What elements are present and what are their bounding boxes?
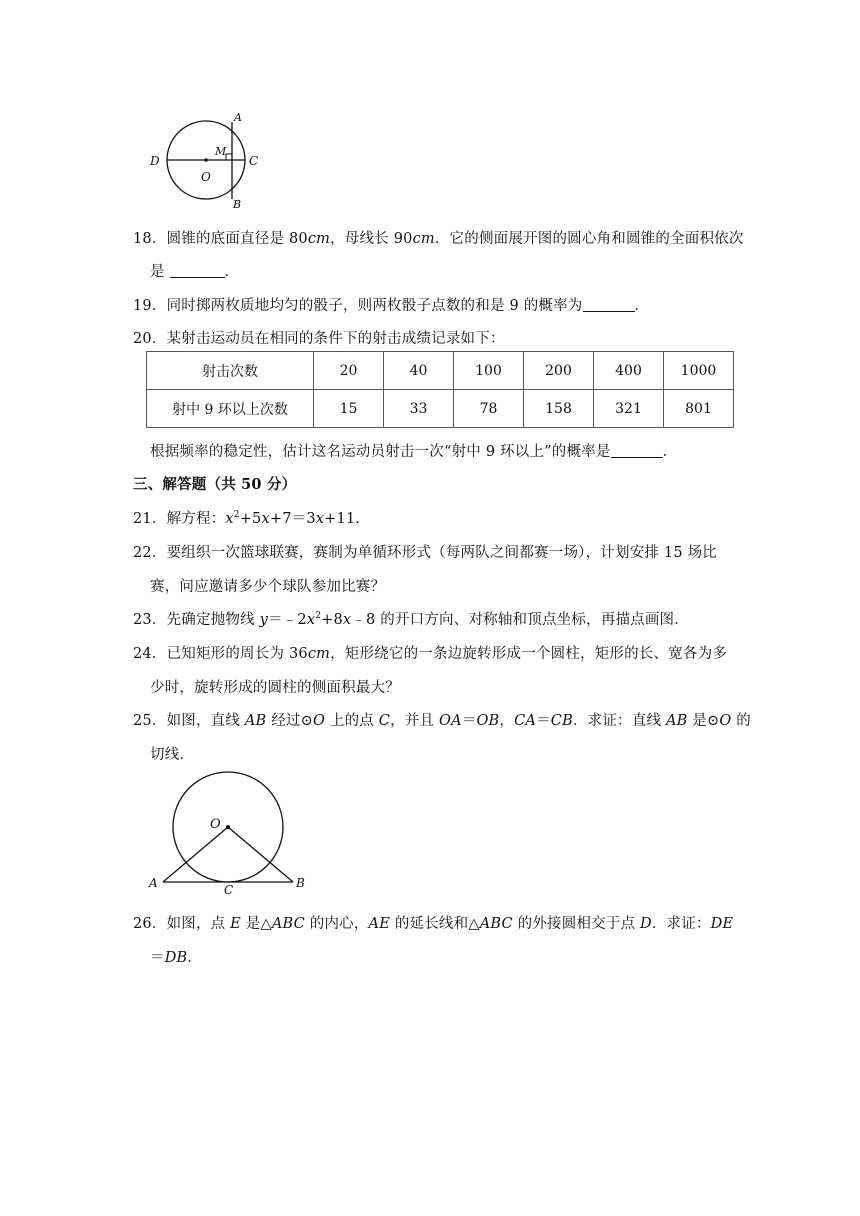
- question-26-line1: 26．如图，点 E 是△ABC 的内心，AE 的延长线和△ABC 的外接圆相交于点 D．求证：DE: [133, 916, 734, 932]
- table-cell: 40: [384, 352, 454, 390]
- question-25-line1: 25．如图，直线 AB 经过⊙O 上的点 C，并且 OA＝OB，CA＝CB．求证：直线 AB 是⊙O 的: [133, 713, 751, 729]
- figure-circle-chord: [145, 108, 275, 210]
- figure-tangent-line: [143, 765, 313, 895]
- question-number: 19．: [133, 298, 167, 314]
- question-20: 20．某射击运动员在相同的条件下的射击成绩记录如下：: [133, 331, 505, 347]
- question-24-line1: 24．已知矩形的周长为 36cm，矩形绕它的一条边旋转形成一个圆柱，矩形的长、宽各为多: [133, 646, 728, 662]
- answer-blank[interactable]: [170, 263, 225, 278]
- right-angle-mark: [226, 154, 232, 160]
- label-a: A: [149, 876, 158, 890]
- table-cell: 200: [524, 352, 594, 390]
- table-row: [147, 390, 734, 428]
- question-number: 22．: [133, 545, 167, 561]
- question-number: 25．: [133, 713, 167, 729]
- label-d: D: [150, 154, 160, 168]
- question-number: 26．: [133, 916, 167, 932]
- center-dot: [226, 825, 230, 829]
- shooting-record-table: [146, 351, 734, 428]
- question-23: 23．先确定抛物线 $y=﹣2x^2+8x﹣8$ 的开口方向、对称轴和顶点坐标，再描点画图．: [133, 611, 689, 628]
- table-cell: 78: [454, 390, 524, 428]
- question-24-line2: 少时，旋转形成的圆柱的侧面积最大？: [150, 680, 400, 696]
- answer-blank[interactable]: [611, 443, 663, 458]
- row-header: 射击次数: [147, 352, 314, 390]
- question-22-line1: 22．要组织一次篮球联赛，赛制为单循环形式（每两队之间都赛一场），计划安排 15 场比: [133, 545, 717, 561]
- segment-oa: [163, 827, 228, 882]
- table-cell: 20: [314, 352, 384, 390]
- question-number: 24．: [133, 646, 167, 662]
- table-cell: 158: [524, 390, 594, 428]
- question-18-line2: 是 ．: [150, 264, 240, 280]
- question-25-line2: 切线．: [150, 747, 195, 763]
- question-number: 20．: [133, 331, 167, 347]
- question-number: 18．: [133, 231, 167, 247]
- label-b: B: [233, 198, 242, 210]
- table-row: [147, 352, 734, 390]
- question-20-after: 根据频率的稳定性，估计这名运动员射击一次“射中 9 环以上”的概率是 ．: [150, 444, 678, 460]
- table-cell: 100: [454, 352, 524, 390]
- answer-blank[interactable]: [583, 297, 635, 312]
- question-19: 19．同时掷两枚质地均匀的骰子，则两枚骰子点数的和是 9 的概率为 ．: [133, 298, 650, 314]
- question-22-line2: 赛，问应邀请多少个球队参加比赛？: [150, 579, 386, 595]
- row-header: 射中 9 环以上次数: [147, 390, 314, 428]
- label-c: C: [249, 154, 259, 168]
- label-m: M: [215, 145, 227, 158]
- question-26-line2: ＝DB．: [150, 950, 203, 966]
- label-b: B: [296, 876, 305, 890]
- label-o: O: [210, 817, 221, 832]
- label-a: A: [234, 111, 242, 124]
- question-21: 21．解方程：$x^2+5x+7=3x+11$．: [133, 510, 371, 527]
- section-title: 三、解答题（共 50 分）: [133, 476, 297, 493]
- center-dot: [204, 158, 208, 162]
- table-cell: 33: [384, 390, 454, 428]
- table-cell: 1000: [664, 352, 734, 390]
- question-number: 21．: [133, 511, 167, 527]
- segment-ob: [228, 827, 293, 882]
- table-cell: 15: [314, 390, 384, 428]
- table-cell: 801: [664, 390, 734, 428]
- label-c: C: [224, 883, 234, 895]
- question-18-line1: 18．圆锥的底面直径是 80cm，母线长 90cm．它的侧面展开图的圆心角和圆锥的全面积依次: [133, 231, 744, 247]
- label-o: O: [201, 170, 211, 184]
- question-number: 23．: [133, 612, 167, 628]
- table-cell: 400: [594, 352, 664, 390]
- table-cell: 321: [594, 390, 664, 428]
